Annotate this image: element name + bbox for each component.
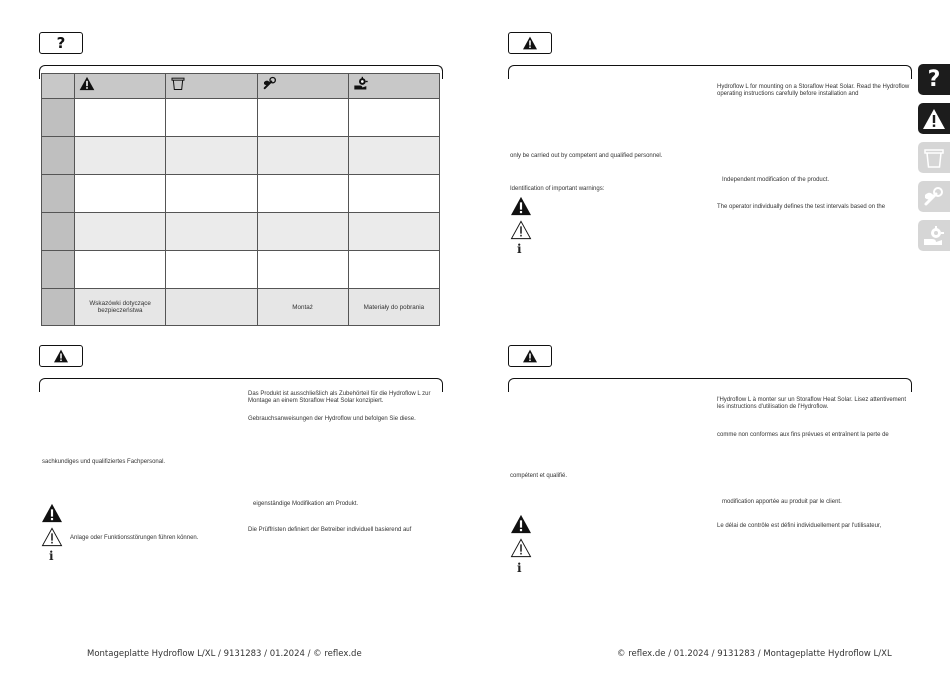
wrench-icon (262, 76, 278, 91)
de-text-instructions: Gebrauchsanweisungen der Hydroflow und befolgen Sie diese. (248, 416, 416, 422)
fr-text-personnel: compétent et qualifié. (510, 473, 568, 479)
help-header-box (39, 32, 83, 54)
gear-hand-icon (353, 76, 369, 91)
de-text-personnel: sachkundiges und qualifiziertes Fachpersonal. (42, 459, 166, 465)
overview-matrix (41, 73, 440, 326)
de-text-malfunction: Anlage oder Funktionsstörungen führen können. (70, 535, 199, 541)
tab-transport[interactable] (918, 142, 950, 173)
info-icon: i (49, 549, 54, 563)
info-icon: i (517, 561, 522, 575)
fr-panel-frame (508, 378, 912, 392)
matrix-label-transport (166, 289, 257, 326)
question-icon: ? (927, 67, 941, 92)
en-panel-frame (508, 65, 912, 79)
warning-icon (522, 36, 538, 50)
footer-left: Montageplatte Hydroflow L/XL / 9131283 / 01.2024 / © reflex.de (87, 649, 362, 659)
en-text-intro: Hydroflow L for mounting on a Storaflow Heat Solar. Read the Hydroflow operating instructions carefully before installation and (717, 84, 910, 97)
fr-text-conformity: comme non conformes aux fins prévues et entraînent la perte de (717, 432, 889, 438)
matrix-label-downloads: Materiały do pobrania (348, 289, 439, 326)
fr-text-intervals: Le délai de contrôle est défini individuellement par l'utilisateur, (717, 523, 882, 529)
caution-icon (510, 220, 532, 240)
matrix-row (42, 175, 440, 213)
matrix-row (42, 99, 440, 137)
caution-icon (41, 527, 63, 547)
en-text-modification: Independent modification of the product. (722, 177, 830, 183)
matrix-row (42, 213, 440, 251)
danger-icon (41, 503, 63, 523)
tab-help[interactable] (918, 64, 950, 95)
tab-mounting[interactable] (918, 181, 950, 212)
de-text-modification: eigenständige Modifikation am Produkt. (253, 501, 359, 507)
warning-icon (79, 76, 95, 91)
danger-icon (510, 514, 532, 534)
en-text-identification: Identification of important warnings: (510, 186, 605, 192)
tab-downloads[interactable] (918, 220, 950, 251)
warning-icon (922, 108, 946, 130)
footer-right: © reflex.de / 01.2024 / 9131283 / Montageplatte Hydroflow L/XL (617, 649, 892, 659)
matrix-col-mounting (257, 74, 348, 99)
question-icon: ? (56, 34, 66, 52)
fr-text-modification: modification apportée au produit par le client. (722, 499, 842, 505)
tab-safety[interactable] (918, 103, 950, 134)
matrix-label-mounting: Montaż (257, 289, 348, 326)
box-icon (170, 76, 186, 91)
box-icon (922, 147, 946, 169)
matrix-corner (42, 74, 75, 99)
matrix-row (42, 251, 440, 289)
section-tabs (918, 64, 950, 259)
danger-icon (510, 196, 532, 216)
fr-text-intro: l'Hydroflow L à monter sur un Storaflow Heat Solar. Lisez attentivement les instructions d'utilisation de l'Hydroflow. (717, 397, 907, 410)
matrix-col-transport (166, 74, 257, 99)
matrix-col-downloads (348, 74, 439, 99)
matrix-row (42, 137, 440, 175)
warning-header-box-fr (508, 345, 552, 367)
wrench-icon (922, 186, 946, 208)
en-text-personnel: only be carried out by competent and qualified personnel. (510, 153, 663, 159)
warning-icon (53, 349, 69, 363)
info-icon: i (517, 242, 522, 256)
gear-hand-icon (922, 225, 946, 247)
matrix-label-row (42, 289, 440, 326)
de-text-intro: Das Produkt ist ausschließlich als Zubehörteil für die Hydroflow L zur Montage an einem Storaflow Heat Solar konzipiert. (248, 391, 431, 404)
caution-icon (510, 538, 532, 558)
warning-header-box-de (39, 345, 83, 367)
de-panel-frame (39, 378, 443, 392)
matrix-col-safety (75, 74, 166, 99)
matrix-label-safety: Wskazówki dotyczące bezpieczeństwa (75, 289, 166, 326)
warning-icon (522, 349, 538, 363)
en-text-intervals: The operator individually defines the test intervals based on the (717, 204, 886, 210)
de-text-intervals: Die Prüffristen definiert der Betreiber individuell basierend auf (248, 527, 412, 533)
warning-header-box-en (508, 32, 552, 54)
